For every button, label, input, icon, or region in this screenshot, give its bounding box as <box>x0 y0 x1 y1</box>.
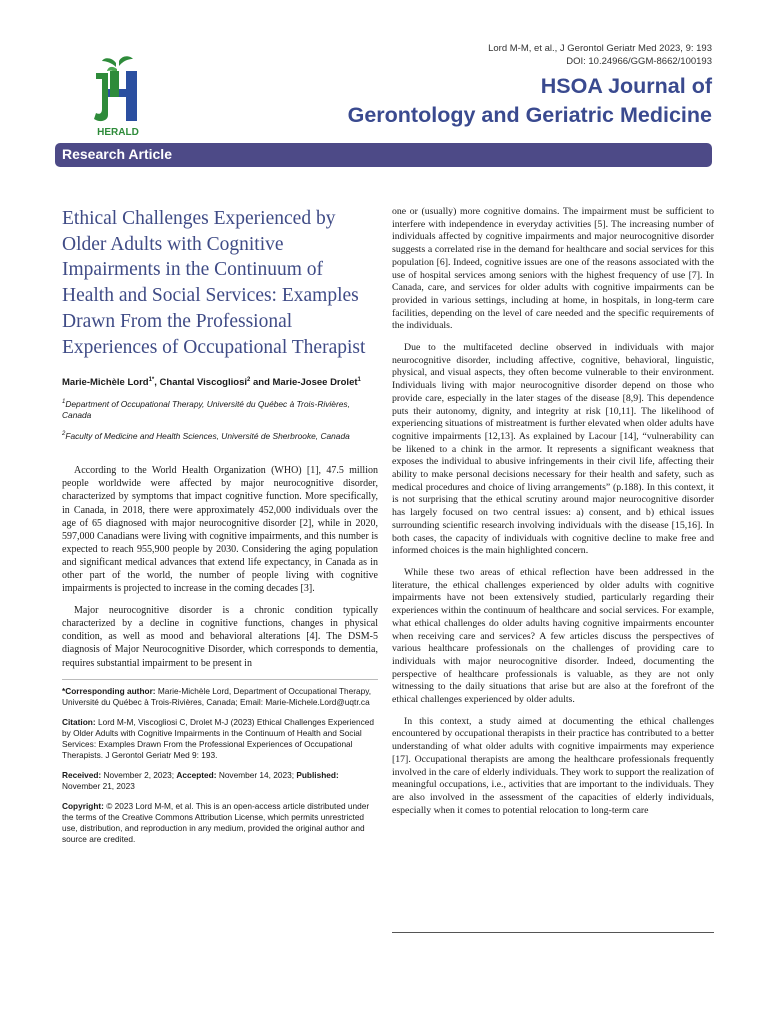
corresponding-author-note <box>62 686 378 708</box>
author-list <box>62 376 378 389</box>
note-label: Accepted: <box>176 769 217 780</box>
body-paragraph: While these two areas of ethical reflection have been addressed in the literature, the ethical challenges experienced by older adults with cognitive impairments have not been extensively studied, particularly regarding their experiences within the continuum of healthcare and social services. For example, what ethical challenges do older adults having cognitive impairments encounter when receiving care and services? A few articles discuss the perspectives of various healthcare professionals on the challenges of providing care to individuals with major neurocognitive disorder. Indeed, documenting the perspective of healthcare professionals is valuable, as they are not only witnessing to the daily situations that arise but are also at the forefront of the ethical challenges experienced by older adults. <box>392 566 714 706</box>
doi-line: DOI: 10.24966/GGM-8662/100193 <box>566 56 712 67</box>
author-separator: , <box>154 377 160 389</box>
affiliation-text: Department of Occupational Therapy, Université du Québec à Trois-Rivières, Canada <box>62 399 350 421</box>
author-name: Chantal Viscogliosi <box>159 377 247 389</box>
affiliation <box>62 399 378 421</box>
note-label: Received: <box>62 769 102 780</box>
logo-wordmark: HERALD <box>97 127 139 137</box>
affiliation-sup: 1 <box>62 399 66 406</box>
author-name: Marie-Michèle Lord <box>62 377 149 389</box>
article-type-label: Research Article <box>62 146 172 162</box>
journal-title-line1: HSOA Journal of <box>540 74 712 98</box>
body-paragraph: Major neurocognitive disorder is a chronic condition typically characterized by a decline in cognitive functions, changes in physical condition, as well as mood and behavioral alterations [4]. The DSM-5 diagnosis of Major Neurocognitive Disorder, which corresponds to dementia, requires substantial impairment to be present in <box>62 605 378 669</box>
page-bottom-rule <box>392 932 714 933</box>
copyright-note <box>62 801 378 845</box>
journal-title-line2: Gerontology and Geriatric Medicine <box>347 103 712 127</box>
note-text: November 14, 2023; <box>216 769 297 780</box>
article-title: Ethical Challenges Experienced by Older Adults with Cognitive Impairments in the Continuum of Health and Social Services: Examples Drawn From the Professional Experiences of Occupational Therapist <box>62 208 366 358</box>
article-type-banner <box>55 143 712 167</box>
note-label: Published: <box>296 769 339 780</box>
left-column <box>62 206 378 854</box>
note-text: November 2, 2023; <box>101 769 177 780</box>
body-paragraph: Due to the multifaceted decline observed in individuals with major neurocognitive disorder, including affective, cognitive, behavioral, linguistic, physical, and visual aspects, they often become vulnerable to their environment. Individuals living with major neurocognitive disorder depend on those who provide care, especially in the later stages of the disease [8,9]. This dependence puts their autonomy, dignity, and integrity at risk [10,11]. The likelihood of experiencing situations of mistreatment is further elevated when older adults have cognitive impairments [12,13]. As explained by Lacour [14], “vulnerability can be likened to a chink in the armor. It represents a significant weakness that exposes the individual to abusive infringements in their civil life, affecting their ability to make personal decisions necessary for their health and safety, such as medical procedures and choice of living arrangements” (p.188). In this context, it is not surprising that the ethical scrutiny around major neurocognitive disorder has largely focused on two central issues: a) consent, and b) ethical issues surrounding scientific research involving individuals with the disease [15,16]. In both cases, the capacity of individuals with cognitive decline to make free and informed choices is the main highlighted concern. <box>392 342 714 557</box>
affiliation-sup: 2 <box>62 431 66 438</box>
dates-note <box>62 770 378 792</box>
note-text: © 2023 Lord M-M, et al. This is an open-access article distributed under the terms of the Creative Commons Attribution License, which permits unrestricted use, distribution, and reproduction in any medium, provided the original author and source are credited. <box>62 800 370 844</box>
body-paragraph: one or (usually) more cognitive domains. The impairment must be sufficient to interfere with independence in everyday activities [5]. The increasing number of individuals affected by cognitive impairments and major neurocognitive disorder suggests a correlated rise in the demand for healthcare and social services for this population [6]. Indeed, cognitive issues are one of the reasons associated with the use of hospital services among seniors with the highest frequency of use [7]. In Canada, care, and services for older adults with cognitive impairments can be provided in various settings, including at home, in hospitals, in long-term care facilities, depending on the level of care needed and the specific requirements of the individuals. <box>392 206 714 332</box>
author-name: Marie-Josee Drolet <box>272 377 358 389</box>
herald-logo <box>86 55 150 137</box>
note-text: November 21, 2023 <box>62 780 135 791</box>
note-label: Citation: <box>62 716 96 727</box>
note-text: Lord M-M, Viscogliosi C, Drolet M-J (2023) Ethical Challenges Experienced by Older Adults with Cognitive Impairments in the Continuum of Health and Social Services: Examples Drawn From the Professional Experiences of Occupational Therapists. J Gerontol Geriatr Med 9: 193. <box>62 716 375 760</box>
right-column <box>392 206 714 826</box>
author-sup: 1* <box>148 377 155 384</box>
journal-title <box>348 72 712 130</box>
note-text: Marie-Michèle Lord, Department of Occupational Therapy, Université du Québec à Trois-Rivières, Canada; Email: Marie-Michele.Lord@uqtr.ca <box>62 685 372 707</box>
author-separator: and <box>250 377 273 389</box>
note-label: *Corresponding author: <box>62 685 156 696</box>
citation-note <box>62 717 378 761</box>
header-citation <box>488 42 712 68</box>
body-paragraph: According to the World Health Organization (WHO) [1], 47.5 million people worldwide were affected by major neurocognitive disorder, characterized by symptoms that impact cognitive function. More specifically, in Canada, in 2018, there were approximately 452,000 individuals over the age of 65 diagnosed with major neurocognitive disorder [2], while in 2020, 597,000 Canadians were living with cognitive impairments, and this number is expected to reach 955,900 people by 2030. Considering the aging population and significant medical advances that extend life expectancy, in Canada as in other part of the world, the number of people living with cognitive impairments is projected to increase in the coming decades [3]. <box>62 465 378 595</box>
citation-line: Lord M-M, et al., J Gerontol Geriatr Med 2023, 9: 193 <box>488 43 712 54</box>
footnote-divider <box>62 679 378 680</box>
affiliation-text: Faculty of Medicine and Health Sciences, Université de Sherbrooke, Canada <box>65 431 350 442</box>
affiliation <box>62 431 378 442</box>
body-paragraph: In this context, a study aimed at documenting the ethical challenges encountered by occupational therapists in their practice has contributed to a better understanding of what older adults with cognitive impairments may experience [17]. Occupational therapists are among the healthcare professionals frequently involved in the care of elderly individuals. They work to support the realization of meaningful occupations, i.e., activities that are important to the individuals. They are also involved in the assessment of the capacities of elderly individuals, especially when it comes to potential relocation to long-term care <box>392 715 714 816</box>
author-sup: 1 <box>357 377 361 384</box>
note-label: Copyright: <box>62 800 104 811</box>
author-sup: 2 <box>247 377 251 384</box>
